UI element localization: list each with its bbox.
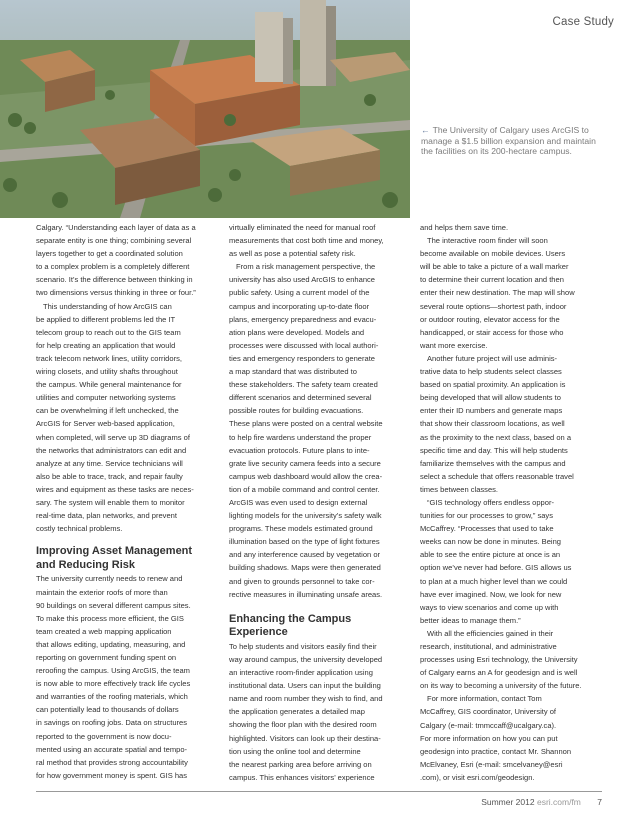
text-line: scenario. It’s the difference between thinking in — [36, 275, 193, 285]
text-line: as well as pose a potential safety risk. — [229, 249, 356, 259]
text-line: possible routes for building evacuations. — [229, 406, 364, 416]
text-line: evacuation protocols. Future plans to inte- — [229, 445, 370, 455]
text-line: on its way to becoming a university of the future. — [420, 681, 582, 691]
text-line: for how government money is spent. GIS has — [36, 770, 188, 780]
page-footer — [481, 797, 602, 807]
text-line: With all the efficiencies gained in their — [427, 628, 554, 638]
text-line: programs. These models estimated ground — [229, 524, 373, 534]
text-line: wiring closets, and utility shafts throughout — [36, 367, 178, 377]
text-line: tion using the online tool and determine — [229, 746, 361, 756]
text-line: Another future project will use adminis- — [427, 353, 558, 363]
text-line: enter their ID numbers and generate maps — [420, 406, 563, 416]
caption-text: The University of Calgary uses ArcGIS to manage a $1.5 billion expansion and maintain the facilities on its 200-hectare campus. — [421, 125, 596, 157]
text-line: geodesign into practice, contact Mr. Shannon — [420, 746, 572, 756]
text-line: the campus. While general maintenance for — [36, 380, 182, 390]
text-line: institutional data. Users can input the building — [229, 681, 381, 691]
text-line: reporting on government funding spent on — [36, 653, 177, 662]
text-line: processes using Esri technology, the University — [420, 655, 578, 665]
text-line: These plans were posted on a central website — [229, 419, 383, 429]
text-line: that show their classroom locations, as well — [420, 419, 565, 429]
text-line: able to see the entire picture at once is an — [420, 550, 561, 560]
text-line: familiarize themselves with the campus and — [420, 458, 566, 468]
text-line: and warranties of the roofing materials, which — [36, 692, 188, 702]
text-line: different scenarios and determined several — [229, 393, 372, 403]
page-number: 7 — [597, 797, 602, 807]
text-line: reroofing the campus. Using ArcGIS, the team — [36, 666, 190, 676]
text-line: telecom group to reach out to the GIS team — [36, 327, 181, 337]
article-column-3 — [420, 221, 606, 784]
text-line: several route options—shortest path, indoor — [420, 301, 567, 311]
photo-caption — [421, 125, 601, 157]
text-line: McCaffrey. “Processes that used to take — [420, 524, 554, 534]
text-line: track telecom network lines, utility corridors, — [36, 353, 182, 363]
text-line: a map standard that was distributed to — [229, 367, 357, 377]
section-heading: and Reducing Risk — [36, 558, 136, 571]
text-line: The university currently needs to renew and — [36, 574, 183, 584]
text-line: name and room number they wish to find, and — [229, 694, 383, 704]
text-line: the networks that administrators can edit and — [36, 445, 187, 455]
text-line: in savings on roofing jobs. Data on structures — [36, 718, 188, 728]
text-line: Calgary. “Understanding each layer of data as a — [36, 223, 196, 232]
campus-aerial-image — [0, 0, 410, 218]
text-line: mented using an accurate spatial and tempo- — [36, 744, 188, 754]
text-line: ation plans were developed. Models and — [229, 327, 365, 337]
text-line: want more exercise. — [420, 340, 488, 350]
text-line: “GIS technology offers endless oppor- — [427, 497, 554, 507]
text-line: and given to grounds personnel to take cor- — [229, 576, 375, 586]
text-line: and any interference caused by vegetation or — [229, 550, 381, 560]
text-line: measurements that cost both time and money, — [229, 236, 384, 246]
text-line: enter their new destination. The map will show — [420, 288, 575, 298]
section-heading: Experience — [229, 626, 288, 639]
text-line: reported to the government is now docu- — [36, 731, 172, 741]
text-line: these stakeholders. The safety team created — [229, 380, 378, 390]
text-line: highlighted. Visitors can look up their destina- — [229, 733, 381, 743]
text-line: trative data to help students select classes — [420, 367, 562, 377]
text-line: or outdoor routing, elevator access for the — [420, 314, 560, 324]
text-line: option we’ve never had before. GIS allows us — [420, 563, 572, 573]
text-line: specific time and day. This will help students — [420, 445, 568, 455]
text-line: 90 buildings on several different campus sites. — [36, 600, 191, 610]
text-line: rective measures in illuminating unsafe areas. — [229, 589, 383, 599]
text-line: McCaffrey, GIS coordinator, University of — [420, 707, 557, 717]
text-line: sary. The system will enable them to monitor — [36, 497, 185, 507]
text-line: To help students and visitors easily find their — [229, 641, 377, 651]
text-line: public safety. Using a current model of the — [229, 288, 370, 298]
text-line: be applied to different problems led the IT — [36, 314, 176, 324]
text-line: building shadows. Maps were then generated — [229, 563, 381, 573]
text-line: ral method that provides strong accountability — [36, 757, 188, 767]
text-line: To make this process more efficient, the GIS — [36, 613, 184, 623]
section-label: Case Study — [552, 16, 614, 28]
article-column-2 — [229, 221, 415, 784]
text-line: illumination based on the type of light fixtures — [229, 537, 380, 547]
text-line: layers together to get a coordinated solution — [36, 249, 183, 259]
text-line: team created a web mapping application — [36, 626, 172, 636]
issue-label: Summer 2012 — [481, 797, 535, 807]
text-line: separate entity is one thing; combining several — [36, 236, 192, 246]
text-line: an interactive room-finder application using — [229, 668, 373, 678]
text-line: McElvaney, Esri (e-mail: smcelvaney@esri — [420, 759, 563, 769]
text-line: maintain the exterior roofs of more than — [36, 587, 168, 597]
text-line: processes were discussed with local authori- — [229, 340, 379, 350]
text-line: will be able to take a picture of a wall marker — [420, 262, 569, 272]
text-line: real-time data, plan networks, and prevent — [36, 511, 177, 521]
text-line: ways to view scenarios and come up with — [420, 602, 559, 612]
text-line: ArcGIS was even used to design external — [229, 497, 368, 507]
text-line: campus web dashboard would allow the crea- — [229, 471, 383, 481]
text-line: can be overwhelming if left unchecked, the — [36, 406, 179, 416]
text-line: grate live security camera feeds into a secure — [229, 458, 381, 468]
text-line: also be able to trace, track, and repair faulty — [36, 471, 183, 481]
text-line: being developed that will allow students to — [420, 393, 561, 403]
text-line: of Calgary earns an A for geodesign and is well — [420, 668, 578, 678]
text-line: research, institutional, and administrative — [420, 642, 557, 651]
text-line: to a complex problem is a completely different — [36, 262, 190, 272]
aerial-campus-photo-icon — [0, 0, 410, 218]
text-line: way around campus, the university developed — [229, 655, 383, 664]
text-line: .com), or visit esri.com/geodesign. — [420, 772, 535, 782]
text-line: the application generates a detailed map — [229, 707, 365, 717]
text-line: campus. This enhances visitors’ experience — [229, 772, 375, 782]
text-line: for help creating an application that would — [36, 340, 176, 350]
text-line: costly technical problems. — [36, 524, 123, 534]
text-line: to plan at a much higher level than we could — [420, 576, 568, 586]
text-line: times between classes. — [420, 484, 499, 494]
text-line: the nearest parking area before arriving on — [229, 759, 372, 769]
text-line: become available on mobile devices. Users — [420, 249, 566, 259]
text-line: to help fire wardens understand the proper — [229, 432, 372, 442]
footer-divider — [36, 791, 602, 792]
text-line: virtually eliminated the need for manual roof — [229, 223, 376, 232]
text-line: plans, emergency preparedness and evacu- — [229, 314, 377, 324]
text-line: Calgary (e-mail: tmmccaff@ucalgary.ca). — [420, 720, 557, 730]
text-line: analyze at any time. Service technicians will — [36, 458, 183, 468]
text-line: better ideas to manage them.” — [420, 615, 521, 625]
text-line: select a schedule that offers reasonable travel — [420, 471, 574, 481]
text-line: as the proximity to the next class, based on a — [420, 432, 572, 442]
text-line: tunities for our processes to grow,” says — [420, 511, 553, 521]
text-line: For more information, contact Tom — [427, 694, 542, 704]
section-heading: Improving Asset Management — [36, 545, 193, 558]
text-line: based on spatial proximity. An application is — [420, 380, 566, 390]
text-line: is now able to more effectively track life cycles — [36, 679, 191, 689]
text-line: campus and incorporating up-to-date floor — [229, 301, 370, 311]
text-line: and helps them save time. — [420, 223, 509, 232]
text-line: For more information on how you can put — [420, 733, 558, 743]
text-line: to determine their current location and then — [420, 275, 564, 285]
text-line: ArcGIS for Server web-based application, — [36, 419, 175, 429]
text-line: showing the floor plan with the desired room — [229, 720, 377, 730]
text-line: ties and emergency responders to generate — [229, 353, 375, 363]
website-label: esri.com/fm — [536, 797, 581, 807]
text-line: From a risk management perspective, the — [236, 262, 376, 272]
article-column-1 — [36, 221, 222, 782]
text-line: utilities and computer networking systems — [36, 393, 176, 403]
section-heading: Enhancing the Campus — [229, 612, 352, 625]
text-line: This understanding of how ArcGIS can — [43, 301, 172, 311]
text-line: weeks can now be done in minutes. Being — [420, 537, 561, 547]
text-line: handicapped, or stair access for those who — [420, 327, 564, 337]
text-line: two dimensions versus thinking in three or four.” — [36, 288, 196, 298]
text-line: have ever imagined. Now, we look for new — [420, 589, 562, 599]
text-line: tion of a mobile command and control center. — [229, 484, 380, 494]
text-line: can potentially lead to thousands of dollars — [36, 705, 179, 715]
text-line: when completed, will serve up 3D diagrams of — [36, 432, 190, 442]
text-line: university has also used ArcGIS to enhance — [229, 275, 375, 285]
text-line: lighting models for the university’s safety walk — [229, 511, 382, 521]
arrow-left-icon: ← — [421, 125, 430, 135]
text-line: wires and equipment as these tasks are neces- — [36, 484, 194, 494]
text-line: that allows editing, updating, measuring, and — [36, 639, 186, 649]
text-line: The interactive room finder will soon — [427, 236, 548, 246]
